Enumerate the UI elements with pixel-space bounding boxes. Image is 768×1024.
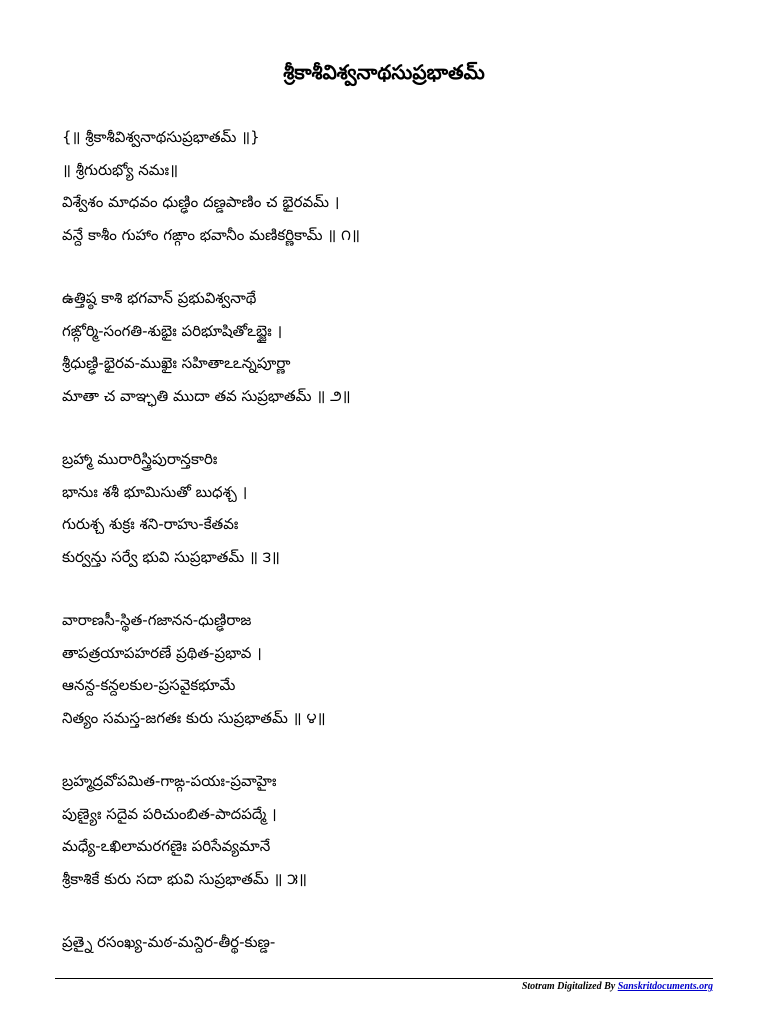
verse-line: గురుశ్చ శుక్రః శని-రాహు-కేతవః bbox=[62, 515, 239, 533]
verse-line: విశ్వేశం మాధవం ధుణ్ఢిం దణ్డపాణిం చ భైరవమ్ । bbox=[62, 193, 340, 211]
verse-line: ఆనన్ద-కన్దలకుల-ప్రసవైకభూమే bbox=[62, 676, 236, 694]
verse-line: ప్రత్నై రసంఖ్య-మఠ-మన్దిర-తీర్థ-కుణ్డ- bbox=[62, 933, 276, 951]
verse-line: కుర్వన్తు సర్వే భువి సుప్రభాతమ్ ॥ ౩॥ bbox=[62, 547, 280, 566]
footer-divider bbox=[55, 978, 713, 979]
stanza-5 bbox=[62, 765, 712, 895]
verse-line: వన్దే కాశీం గుహాం గఙ్గాం భవానీం మణికర్ణికామ్ ॥ ౧॥ bbox=[62, 225, 360, 244]
verse-line: {॥ శ్రీకాశీవిశ్వనాథసుప్రభాతమ్ ॥} bbox=[62, 128, 260, 146]
verse-line: తాపత్రయాపహరణే ప్రథిత-ప్రభావ । bbox=[62, 643, 262, 662]
verse-line: మధ్యే-ఽఖిలామరగణైః పరిసేవ్యమానే bbox=[62, 837, 271, 855]
stanza-2 bbox=[62, 282, 712, 412]
verse-line: గఙ్గోర్మి-సంగతి-శుభైః పరిభూషితోఽబ్జైః । bbox=[62, 321, 283, 340]
verse-line: నిత్యం సమస్త-జగతః కురు సుప్రభాతమ్ ॥ ౪॥ bbox=[62, 708, 326, 727]
stanza-4 bbox=[62, 604, 712, 734]
document-body bbox=[62, 121, 712, 990]
page-title: శ్రీకాశీవిశ్వనాథసుప్రభాతమ్ bbox=[283, 60, 485, 84]
verse-line: బ్రహ్మా మురారిస్త్రిపురాన్తకారిః bbox=[62, 450, 218, 468]
verse-line: శ్రీధుణ్ఢి-భైరవ-ముఖైః సహితాఽఽన్నపూర్ణా bbox=[62, 354, 291, 372]
verse-line: మాతా చ వాఞ్ఛతి ముదా తవ సుప్రభాతమ్ ॥ ౨॥ bbox=[62, 386, 351, 405]
footer-prefix: Stotram Digitalized By bbox=[521, 981, 616, 992]
verse-line: వారాణసీ-స్థిత-గజానన-ధుణ్ఢిరాజ bbox=[62, 611, 252, 629]
footer-credit bbox=[522, 980, 713, 993]
stanza-1 bbox=[62, 121, 712, 251]
verse-line: ఉత్తిష్ఠ కాశి భగవాన్ ప్రభువిశ్వనాథే bbox=[62, 289, 257, 307]
verse-line: ॥ శ్రీగురుభ్యో నమః॥ bbox=[62, 160, 179, 179]
footer-link[interactable]: Sanskritdocuments.org bbox=[617, 981, 713, 992]
verse-line: భానుః శశీ భూమిసుతో బుధశ్చ । bbox=[62, 482, 248, 501]
verse-line: బ్రహ్మద్రవోపమిత-గాఙ్గ-పయః-ప్రవాహైః bbox=[62, 772, 277, 790]
verse-line: పుణ్యైః సదైవ పరిచుంబిత-పాదపద్మే । bbox=[62, 804, 277, 823]
verse-line: శ్రీకాశికే కురు సదా భువి సుప్రభాతమ్ ॥ ౫॥ bbox=[62, 869, 307, 888]
stanza-3 bbox=[62, 443, 712, 573]
stanza-6 bbox=[62, 926, 712, 959]
